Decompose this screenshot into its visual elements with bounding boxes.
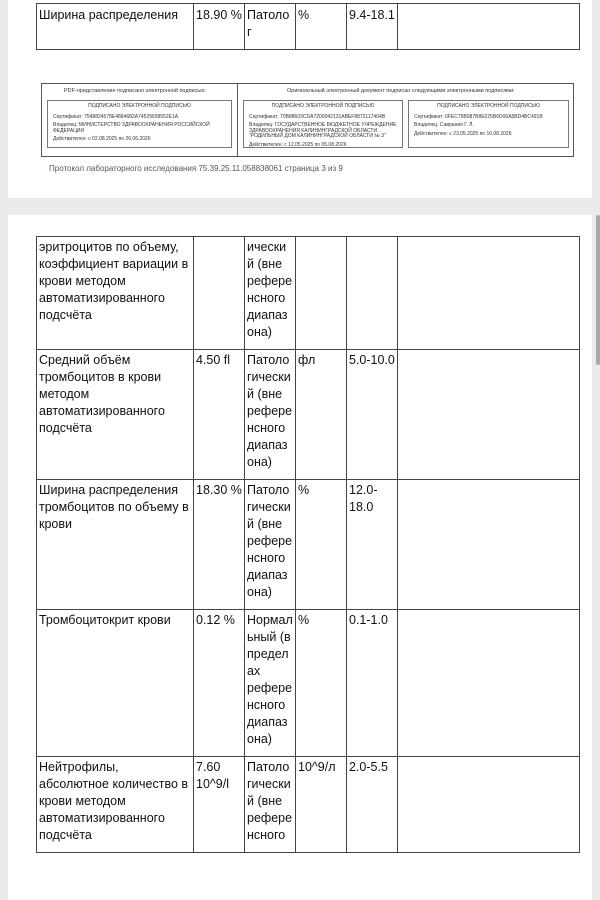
table-row xyxy=(37,350,580,480)
analyte-cell: Тромбоцитокрит крови xyxy=(37,610,194,757)
stamp-validity: Действителен: с 12.05.2025 по 05.08.2026 xyxy=(249,141,347,148)
unit-cell: % xyxy=(296,4,347,50)
unit-cell: % xyxy=(296,480,347,610)
stamp-owner: Владелец: Саврания Г. Л. xyxy=(414,122,474,128)
reference-cell: 5.0-10.0 xyxy=(347,350,398,480)
analyte-cell: Ширина распределения тромбоцитов по объему в крови xyxy=(37,480,194,610)
comment-cell xyxy=(398,480,580,610)
comment-cell xyxy=(398,610,580,757)
reference-cell: 12.0-18.0 xyxy=(347,480,398,610)
reference-cell: 2.0-5.5 xyxy=(347,757,398,853)
comment-cell xyxy=(398,4,580,50)
analyte-cell: Средний объём тромбоцитов в крови методом автоматизированного подсчёта xyxy=(37,350,194,480)
signature-stamp xyxy=(243,100,403,148)
stamp-validity: Действителен: с 02.08.2025 по 26.06.2026 xyxy=(53,136,151,142)
value-cell: 4.50 fl xyxy=(194,350,245,480)
stamp-title: ПОДПИСАНО ЭЛЕКТРОННОЙ ПОДПИСЬЮ xyxy=(437,103,540,109)
page-4 xyxy=(8,215,592,900)
signature-stamp xyxy=(47,100,232,148)
pdf-signature-header: PDF-представление подписано электронной подписью: xyxy=(64,88,206,94)
stamp-title: ПОДПИСАНО ЭЛЕКТРОННОЙ ПОДПИСЬЮ xyxy=(271,103,375,109)
protocol-footer: Протокол лабораторного исследования 75.39.25.11.058838061 страница 3 из 9 xyxy=(49,164,343,173)
original-signature-header: Оригинальный электронный документ подписан следующими электронными подписями: xyxy=(287,88,515,94)
stamp-certificate: Сертификат: 70B88603CDA7200042131ABEF8872117404B xyxy=(249,113,386,120)
results-table-top xyxy=(36,3,580,50)
unit-cell xyxy=(296,237,347,350)
stamp-owner: Владелец: ГОСУДАРСТВЕННОЕ БЮДЖЕТНОЕ УЧРЕЖДЕНИЕ ЗДРАВООХРАНЕНИЯ КАЛИНИНГРАДСКОЙ ОБЛАСТИ "РОДИЛЬНЫЙ ДОМ КАЛИНИНГРАДСКОЙ ОБЛАСТИ № 3" xyxy=(249,122,397,139)
page-3 xyxy=(8,0,592,198)
reference-cell xyxy=(347,237,398,350)
analyte-cell: Ширина распределения xyxy=(37,4,194,50)
results-table xyxy=(36,236,580,853)
stamp-owner: Владелец: МИНИСТЕРСТВО ЗДРАВООХРАНЕНИЯ РОССИЙСКОЙ ФЕДЕРАЦИИ xyxy=(53,122,210,134)
table-row xyxy=(37,610,580,757)
signature-stamp xyxy=(408,100,569,148)
comment-cell xyxy=(398,350,580,480)
unit-cell: фл xyxy=(296,350,347,480)
value-cell: 18.90 % xyxy=(194,4,245,50)
stamp-validity: Действителен: с 23.05.2025 по 16.08.2026 xyxy=(414,130,512,137)
status-cell: Патологический (вне референсного диапазона) xyxy=(245,350,296,480)
value-cell: 18.30 % xyxy=(194,480,245,610)
analyte-cell: Нейтрофилы, абсолютное количество в крови методом автоматизированного подсчёта xyxy=(37,757,194,853)
table-row xyxy=(37,757,580,853)
value-cell: 7.60 10^9/l xyxy=(194,757,245,853)
status-cell: Нормальный (в пределах референсного диапазона) xyxy=(245,610,296,757)
status-cell: Патологический (вне референсного диапазона) xyxy=(245,480,296,610)
value-cell xyxy=(194,237,245,350)
analyte-cell: эритроцитов по объему, коэффициент вариации в крови методом автоматизированного подсчёта xyxy=(37,237,194,350)
table-row xyxy=(37,480,580,610)
scrollbar[interactable] xyxy=(596,215,600,365)
status-cell: Патолог xyxy=(245,4,296,50)
unit-cell: % xyxy=(296,610,347,757)
stamp-title: ПОДПИСАНО ЭЛЕКТРОННОЙ ПОДПИСЬЮ xyxy=(88,103,191,109)
unit-cell: 10^9/л xyxy=(296,757,347,853)
status-cell: ический (вне референсного диапазона) xyxy=(245,237,296,350)
reference-cell: 0.1-1.0 xyxy=(347,610,398,757)
value-cell: 0.12 % xyxy=(194,610,245,757)
stamp-certificate: Сертификат: 6FEC75B087B8E025B6D00A5BD4BC491B xyxy=(414,113,543,120)
status-cell: Патологический (вне референсного xyxy=(245,757,296,853)
stamp-certificate: Сертификат: 7548824578E4884682A74529658552E1A xyxy=(53,113,179,120)
table-row xyxy=(37,237,580,350)
signature-panel xyxy=(41,83,574,157)
table-row xyxy=(37,4,580,50)
comment-cell xyxy=(398,757,580,853)
reference-cell: 9.4-18.1 xyxy=(347,4,398,50)
comment-cell xyxy=(398,237,580,350)
